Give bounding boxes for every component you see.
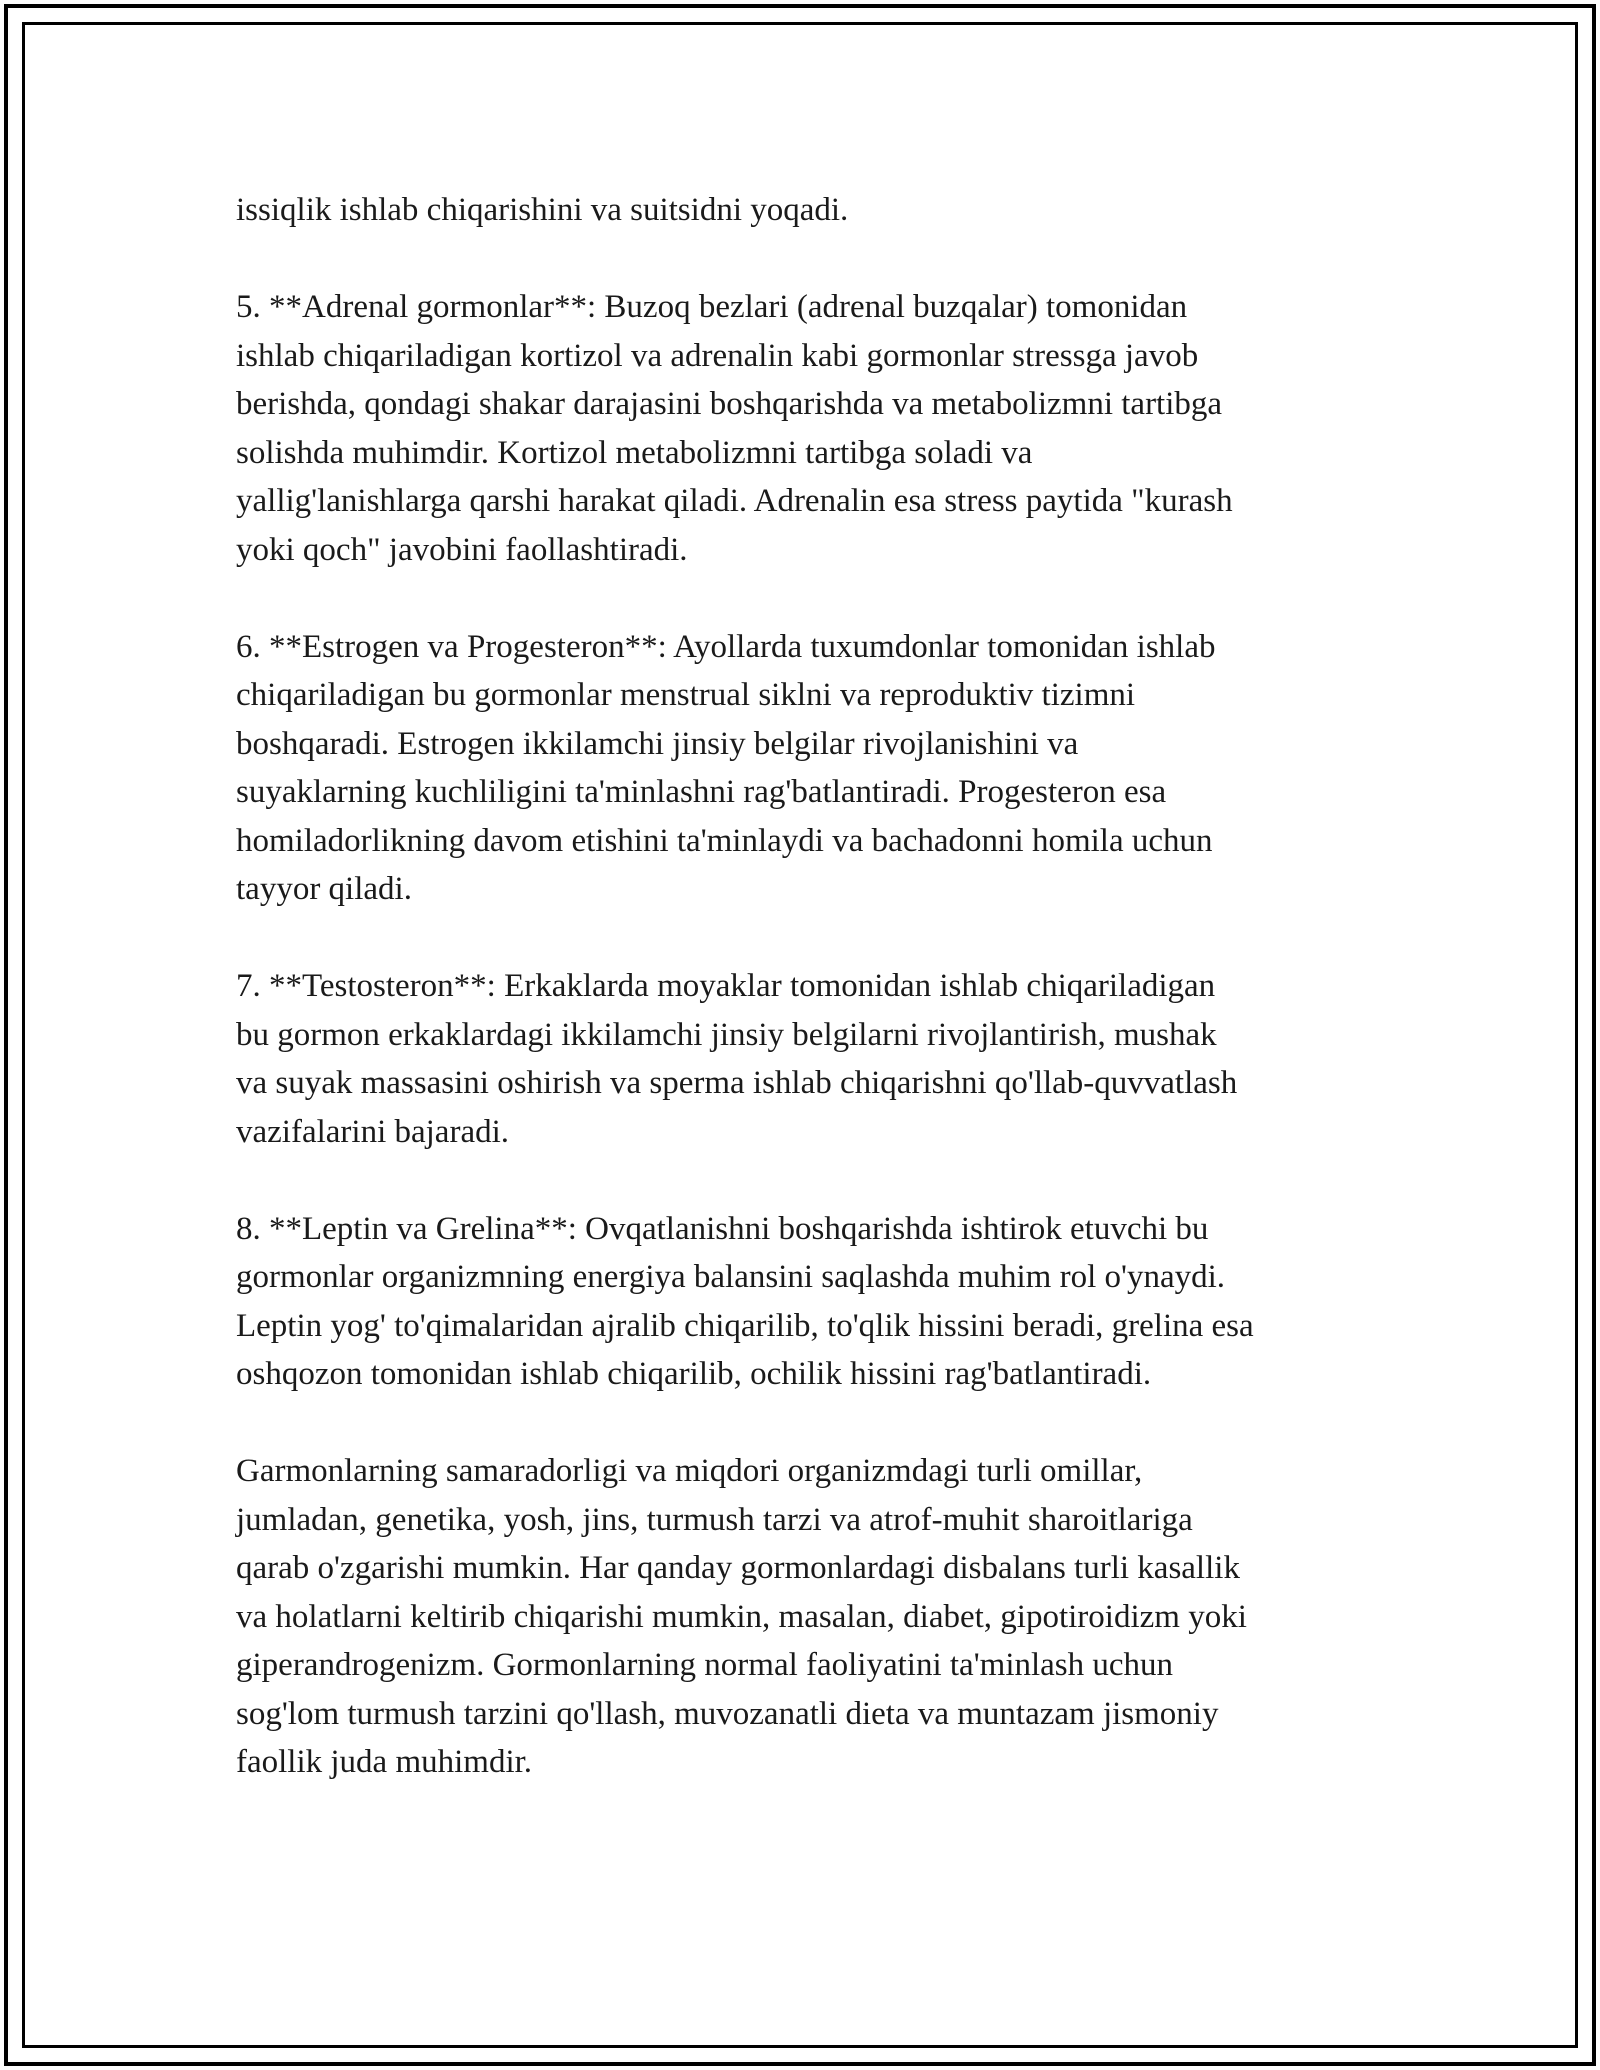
paragraph-testosterone: 7. **Testosteron**: Erkaklarda moyaklar tomonidan ishlab chiqariladigan bu gormon erkaklardagi ikkilamchi jinsiy belgilarni rivojlantirish, mushak va suyak massasini oshirish va sperma ishlab chiqarishni qo'llab-quvvatlash vazifalarini bajaradi. — [236, 968, 1238, 1150]
paragraph-leptin-ghrelin: 8. **Leptin va Grelina**: Ovqatlanishni boshqarishda ishtirok etuvchi bu gormonlar organizmning energiya balansini saqlashda muhim rol o'ynaydi. Leptin yog' to'qimalaridan ajralib chiqarilib, to'qlik hissini beradi, grelina esa oshqozon tomonidan ishlab chiqarilib, ochilik hissini rag'batlantiradi. — [236, 1210, 1254, 1392]
paragraph-estrogen-progesterone: 6. **Estrogen va Progesteron**: Ayollarda tuxumdonlar tomonidan ishlab chiqariladigan bu gormonlar menstrual siklni va reproduktiv tizimni boshqaradi. Estrogen ikkilamchi jinsiy belgilar rivojlanishini va suyaklarning kuchliligini ta'minlashni rag'batlantiradi. Progesteron esa homiladorlikning davom etishini ta'minlaydi va bachadonni homila uchun tayyor qiladi. — [236, 628, 1216, 907]
paragraph-continuation: issiqlik ishlab chiqarishini va suitsidni yoqadi. — [236, 192, 849, 228]
paragraph-adrenal-hormones: 5. **Adrenal gormonlar**: Buzoq bezlari (adrenal buzqalar) tomonidan ishlab chiqariladigan kortizol va adrenalin kabi gormonlar stressga javob berishda, qondagi shakar darajasini boshqarishda va metabolizmni tartibga solishda muhimdir. Kortizol metabolizmni tartibga soladi va yallig'lanishlarga qarshi harakat qiladi. Adrenalin esa stress paytida "kurash yoki qoch" javobini faollashtiradi. — [236, 289, 1233, 568]
paragraph-conclusion: Garmonlarning samaradorligi va miqdori organizmdagi turli omillar, jumladan, genetika, yosh, jins, turmush tarzi va atrof-muhit sharoitlariga qarab o'zgarishi mumkin. Har qanday gormonlardagi disbalans turli kasallik va holatlarni keltirib chiqarishi mumkin, masalan, diabet, gipotiroidizm yoki giperandrogenizm. Gormonlarning normal faoliyatini ta'minlash uchun sog'lom turmush tarzini qo'llash, muvozanatli dieta va muntazam jismoniy faollik juda muhimdir. — [236, 1453, 1247, 1780]
document-body — [236, 186, 1386, 1787]
